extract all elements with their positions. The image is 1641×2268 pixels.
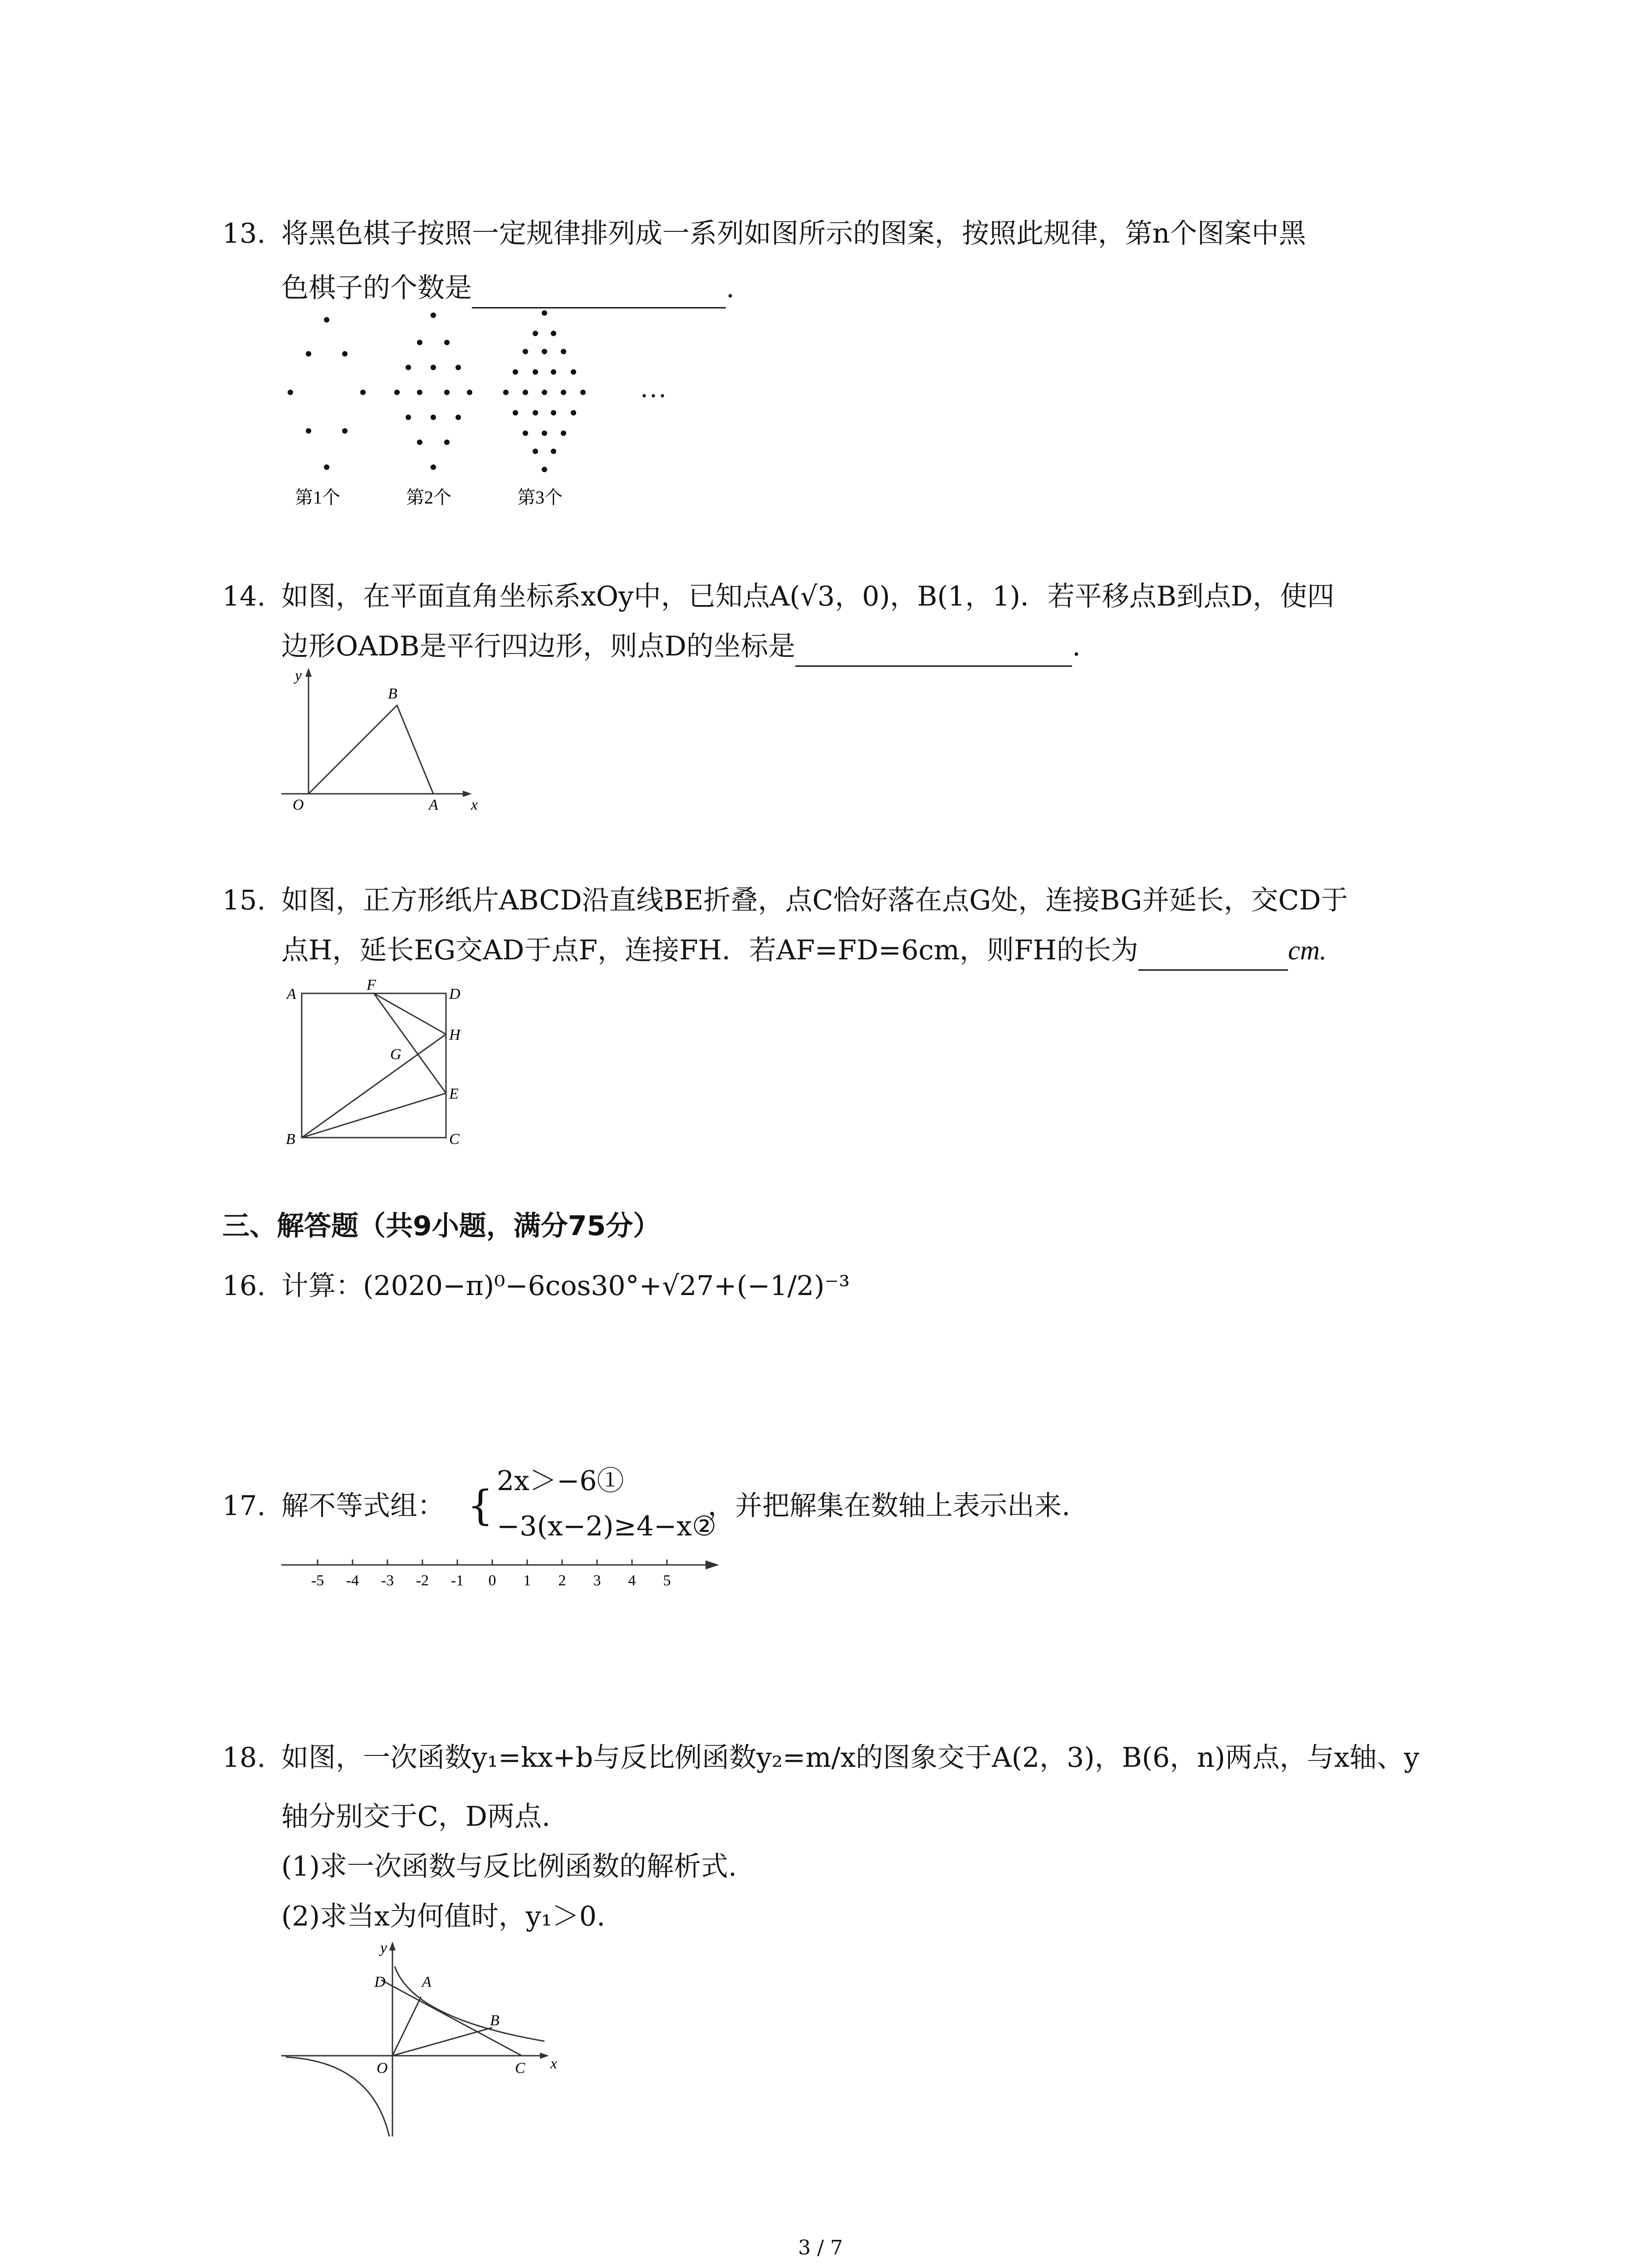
q18-segment-OB	[392, 2028, 492, 2056]
q13-figure	[263, 299, 717, 517]
q14-text-line2-content: 边形OADB是平行四边形，则点D的坐标是	[281, 631, 795, 662]
q17-tick-label: -2	[416, 1572, 429, 1589]
q17-number: 17.	[222, 1490, 266, 1522]
q17-axis-arrow	[705, 1560, 719, 1569]
q17-tick-label: 4	[628, 1572, 636, 1589]
q18-label-x: x	[550, 2055, 558, 2072]
q17-prefix: 解不等式组：	[281, 1490, 445, 1522]
q17-tick-label: 0	[488, 1572, 496, 1589]
q18-part1: (1)求一次函数与反比例函数的解析式.	[281, 1851, 737, 1882]
q17-number-line	[277, 1547, 726, 1597]
q18-label-D: D	[374, 1974, 386, 1990]
q18-x-arrow	[540, 2053, 549, 2059]
q15-label-G: G	[390, 1046, 402, 1063]
q13-pattern-1	[288, 317, 366, 470]
q14-label-x: x	[471, 797, 478, 812]
q17-ineq2: −3(x−2)≥4−x②	[497, 1510, 716, 1542]
q14-text-line2	[281, 626, 1081, 667]
q14-label-O: O	[293, 797, 304, 812]
q17-tick-label: 1	[523, 1572, 531, 1589]
q18-label-A: A	[422, 1974, 431, 1990]
q15-text-line2	[281, 930, 1327, 971]
q14-figure	[272, 662, 481, 812]
q17-tick-label: -4	[346, 1572, 359, 1589]
q17-ticks	[318, 1559, 667, 1565]
q14-label-A: A	[429, 797, 438, 812]
q14-triangle	[309, 705, 433, 794]
q13-period: .	[726, 272, 735, 304]
q18-y-arrow	[389, 1941, 396, 1950]
q14-label-B: B	[388, 685, 397, 702]
q17-tick-label: -5	[311, 1572, 324, 1589]
q18-number: 18.	[222, 1742, 266, 1774]
q15-text-line2-content: 点H，延长EG交AD于点F，连接FH．若AF=FD=6cm，则FH的长为	[281, 934, 1138, 966]
q18-linear-line	[381, 1980, 522, 2056]
q15-label-D: D	[449, 986, 460, 1002]
q13-label-1: 第1个	[295, 487, 340, 508]
q18-text-line2: 轴分别交于C，D两点.	[281, 1801, 551, 1833]
q15-label-E: E	[449, 1085, 459, 1102]
q18-text-line1: 如图，一次函数y₁=kx+b与反比例函数y₂=m/x的图象交于A(2，3)，B(6，n)两点，与x轴、y	[281, 1742, 1420, 1774]
q15-text-line1: 如图，正方形纸片ABCD沿直线BE折叠，点C恰好落在点G处，连接BG并延长，交CD于	[281, 885, 1348, 916]
q17-tick-label: 2	[558, 1572, 566, 1589]
q15-line-BH	[302, 1034, 446, 1138]
q18-part2: (2)求当x为何值时，y₁＞0.	[281, 1901, 606, 1932]
q14-answer-blank	[795, 634, 1072, 667]
q14-period: .	[1072, 631, 1081, 662]
q17-suffix: ，并把解集在数轴上表示出来.	[708, 1490, 1071, 1522]
q17-tick-label: 3	[593, 1572, 601, 1589]
q17-tick-label: -1	[451, 1572, 464, 1589]
q15-label-F: F	[367, 980, 376, 993]
q15-line-BE	[302, 1093, 446, 1138]
q18-label-y: y	[380, 1940, 387, 1956]
q17-tick-label: 5	[663, 1572, 671, 1589]
q15-label-H: H	[449, 1026, 460, 1043]
q15-unit: cm.	[1288, 935, 1327, 965]
q18-segment-OA	[392, 1997, 421, 2056]
q17-brace: {	[467, 1482, 494, 1530]
q15-answer-blank	[1138, 938, 1288, 971]
q17-ineq1: 2x＞−6①	[497, 1465, 624, 1497]
q15-figure	[281, 980, 472, 1152]
q18-figure	[277, 1937, 585, 2146]
q18-label-B: B	[490, 2012, 500, 2029]
q13-text-line2-content: 色棋子的个数是	[281, 272, 472, 304]
q14-text-line1: 如图，在平面直角坐标系xOy中，已知点A(√3，0)，B(1，1)．若平移点B到点D，使四	[281, 581, 1335, 612]
q13-pattern-2	[394, 313, 472, 470]
q15-label-A: A	[287, 986, 296, 1002]
q13-label-2: 第2个	[406, 487, 451, 508]
q13-label-3: 第3个	[517, 487, 563, 508]
q14-number: 14.	[222, 581, 266, 612]
q17-tick-label: -3	[381, 1572, 394, 1589]
q15-label-B: B	[286, 1131, 295, 1148]
q13-number: 13.	[222, 218, 266, 249]
q14-label-y: y	[295, 667, 302, 684]
q15-line-FH	[374, 993, 446, 1034]
q13-pattern-3	[503, 310, 586, 472]
q15-number: 15.	[222, 885, 266, 916]
q16-text: 计算：(2020−π)⁰−6cos30°+√27+(−1/2)⁻³	[281, 1270, 850, 1302]
page-number: 3 / 7	[798, 2236, 843, 2259]
section-3-title: 三、解答题（共9小题，满分75分）	[222, 1210, 661, 1242]
q13-ellipsis: …	[640, 373, 667, 403]
q18-hyperbola-q3	[286, 2057, 389, 2136]
q18-label-C: C	[515, 2060, 525, 2077]
q18-label-O: O	[377, 2060, 388, 2077]
q15-label-C: C	[449, 1131, 460, 1148]
q16-number: 16.	[222, 1270, 266, 1302]
q13-text-line1: 将黑色棋子按照一定规律排列成一系列如图所示的图案，按照此规律，第n个图案中黑	[281, 218, 1306, 249]
